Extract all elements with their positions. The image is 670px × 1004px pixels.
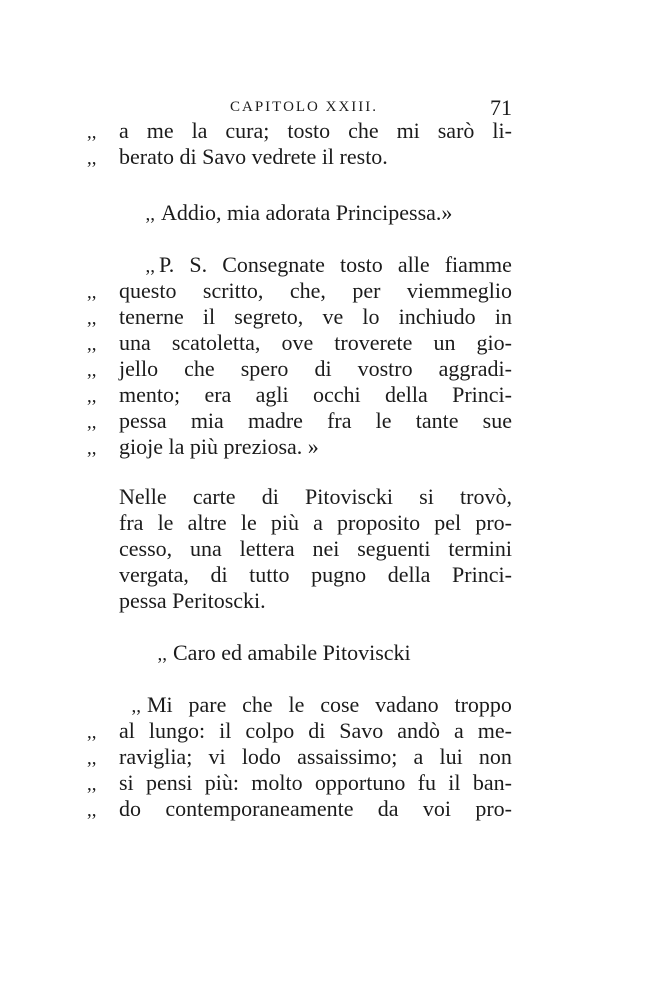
line-text: al lungo: il colpo di Savo andò a me-: [119, 718, 512, 743]
text-line: [87, 434, 512, 460]
text-line: [87, 692, 512, 718]
line-text: Mi pare che le cose vadano troppo: [147, 692, 512, 717]
line-text: questo scritto, che, per viemmeglio: [119, 278, 512, 303]
line-text: si pensi più: molto opportuno fu il ban-: [119, 770, 512, 795]
text-line: [87, 144, 512, 170]
text-line: [119, 484, 512, 510]
quoted-block-5: [87, 692, 512, 822]
text-line: [87, 640, 512, 666]
quote-mark: ,,: [87, 308, 97, 329]
running-title: CAPITOLO XXIII.: [230, 99, 379, 115]
text-line: [87, 304, 512, 330]
text-line: [87, 796, 512, 822]
line-text: pessa Peritoscki.: [119, 588, 266, 613]
quote-mark: ,,: [87, 122, 97, 143]
text-line: [119, 588, 512, 614]
quoted-block-4: [87, 640, 512, 666]
text-line: [87, 408, 512, 434]
quote-mark: ,,: [157, 644, 167, 665]
line-text: berato di Savo vedrete il resto.: [119, 144, 388, 169]
text-line: [87, 718, 512, 744]
line-text: do contemporaneamente da voi pro-: [119, 796, 512, 821]
page-number: 71: [490, 95, 512, 120]
text-line: [119, 562, 512, 588]
line-text: mento; era agli occhi della Princi-: [119, 382, 512, 407]
quote-mark: ,,: [87, 774, 97, 795]
text-line: [87, 252, 512, 278]
line-text: Caro ed amabile Pitoviscki: [173, 640, 411, 665]
line-text: tenerne il segreto, ve lo inchiudo in: [119, 304, 512, 329]
text-line: [87, 356, 512, 382]
line-text: vergata, di tutto pugno della Princi-: [119, 562, 512, 587]
line-text: a me la cura; tosto che mi sarò li-: [119, 118, 512, 143]
text-line: [87, 278, 512, 304]
quote-mark: ,,: [87, 386, 97, 407]
quoted-block-2: [87, 200, 512, 226]
quote-mark: ,,: [87, 748, 97, 769]
text-line: [87, 744, 512, 770]
line-text: Addio, mia adorata Principessa.»: [161, 200, 453, 225]
paragraph-block: [119, 484, 512, 614]
text-line: [87, 200, 512, 226]
quote-mark: ,,: [87, 438, 97, 459]
line-text: gioje la più preziosa. »: [119, 434, 319, 459]
quote-mark: ,,: [87, 334, 97, 355]
line-text: una scatoletta, ove troverete un gio-: [119, 330, 512, 355]
line-text: P. S. Consegnate tosto alle fiamme: [159, 252, 512, 277]
line-text: cesso, una lettera nei seguenti termini: [119, 536, 512, 561]
quoted-block-3: [87, 252, 512, 460]
text-line: [87, 330, 512, 356]
line-text: fra le altre le più a proposito pel pro-: [119, 510, 512, 535]
line-text: Nelle carte di Pitoviscki si trovò,: [119, 484, 512, 509]
line-text: raviglia; vi lodo assaissimo; a lui non: [119, 744, 512, 769]
quote-mark: ,,: [87, 412, 97, 433]
quoted-block-1: [87, 118, 512, 170]
line-text: pessa mia madre fra le tante sue: [119, 408, 512, 433]
quote-mark: ,,: [131, 696, 141, 717]
text-line: [119, 510, 512, 536]
quote-mark: ,,: [145, 204, 155, 225]
text-line: [87, 382, 512, 408]
quote-mark: ,,: [87, 722, 97, 743]
quote-mark: ,,: [87, 360, 97, 381]
text-line: [87, 770, 512, 796]
line-text: jello che spero di vostro aggradi-: [119, 356, 512, 381]
quote-mark: ,,: [87, 282, 97, 303]
quote-mark: ,,: [145, 256, 155, 277]
quote-mark: ,,: [87, 148, 97, 169]
quote-mark: ,,: [87, 800, 97, 821]
text-line: [87, 118, 512, 144]
text-line: [119, 536, 512, 562]
